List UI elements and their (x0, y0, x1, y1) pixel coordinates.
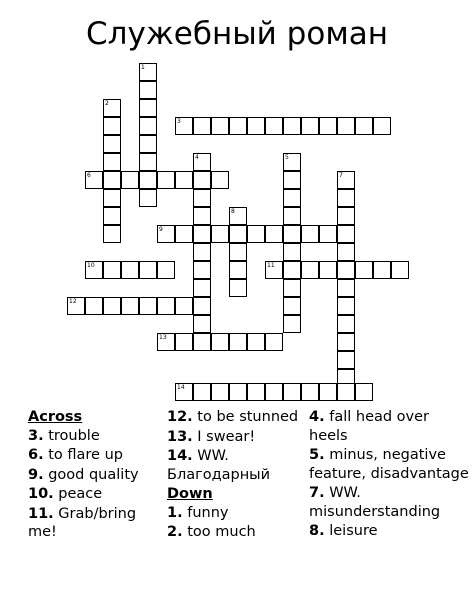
grid-cell[interactable] (139, 99, 157, 117)
clue-text: I swear! (192, 428, 256, 445)
grid-cell[interactable] (373, 117, 391, 135)
grid-cell[interactable] (337, 171, 355, 189)
grid-cell[interactable] (283, 243, 301, 261)
clue-number: 14. (167, 448, 193, 464)
grid-cell[interactable] (265, 225, 283, 243)
clue-number: 13 (159, 334, 167, 341)
grid-cell[interactable] (85, 297, 103, 315)
clue-number: 9. (28, 466, 44, 483)
grid-cell[interactable] (103, 225, 121, 243)
clue-number: 6 (87, 172, 91, 179)
grid-cell[interactable] (121, 261, 139, 279)
grid-cell[interactable] (139, 189, 157, 207)
clue-item (167, 523, 301, 542)
grid-cell[interactable] (283, 117, 301, 135)
grid-cell[interactable] (265, 333, 283, 351)
clue-number: 4. (309, 409, 325, 425)
grid-cell[interactable] (337, 225, 355, 243)
clue-text: Grab/bring me! (28, 505, 137, 540)
grid-cell[interactable] (175, 297, 193, 315)
clue-item (167, 504, 301, 523)
clue-number: 3. (28, 427, 44, 444)
grid-cell[interactable] (229, 207, 247, 225)
grid-cell[interactable] (283, 383, 301, 401)
grid-cell[interactable] (283, 171, 301, 189)
clue-text: to be stunned (192, 409, 299, 425)
clue-number: 7. (309, 485, 325, 501)
clue-item (28, 427, 156, 446)
grid-cell[interactable] (193, 153, 211, 171)
grid-cell[interactable] (139, 171, 157, 189)
grid-cell[interactable] (211, 225, 229, 243)
grid-cell[interactable] (319, 117, 337, 135)
grid-cell[interactable] (211, 171, 229, 189)
clue-text: minus, negative feature, disadvantage (309, 447, 469, 482)
grid-cell[interactable] (337, 261, 355, 279)
grid-cell[interactable] (193, 383, 211, 401)
clue-text: funny (182, 504, 229, 521)
grid-cell[interactable] (283, 279, 301, 297)
clue-heading: Down (167, 486, 213, 502)
clue-number: 12. (167, 409, 193, 425)
grid-cell[interactable] (283, 189, 301, 207)
grid-cell[interactable] (193, 207, 211, 225)
grid-cell[interactable] (193, 297, 211, 315)
grid-cell[interactable] (139, 261, 157, 279)
clue-text: too much (182, 524, 256, 540)
grid-cell[interactable] (337, 351, 355, 369)
clue-text: WW. misunderstanding (309, 485, 441, 520)
clue-number: 10. (28, 486, 54, 502)
clue-heading: Across (28, 409, 83, 425)
grid-cell[interactable] (175, 333, 193, 351)
grid-cell[interactable] (319, 225, 337, 243)
grid-cell[interactable] (247, 117, 265, 135)
clue-number: 11. (28, 505, 54, 522)
grid-cell[interactable] (301, 261, 319, 279)
grid-cell[interactable] (337, 297, 355, 315)
clue-number: 4 (195, 154, 199, 161)
grid-cell[interactable] (355, 261, 373, 279)
grid-cell[interactable] (103, 189, 121, 207)
clue-column-1 (28, 408, 156, 543)
grid-cell[interactable] (283, 153, 301, 171)
grid-cell[interactable] (337, 315, 355, 333)
clue-text: fall head over heels (309, 409, 430, 444)
grid-cell[interactable] (229, 333, 247, 351)
grid-cell[interactable] (175, 117, 193, 135)
clue-number: 10 (87, 262, 95, 269)
clue-item (167, 408, 301, 427)
grid-cell[interactable] (319, 261, 337, 279)
grid-cell[interactable] (103, 261, 121, 279)
grid-cell[interactable] (103, 117, 121, 135)
grid-cell[interactable] (193, 189, 211, 207)
grid-cell[interactable] (211, 117, 229, 135)
clue-number: 1. (167, 504, 183, 521)
grid-cell[interactable] (355, 383, 373, 401)
clue-item (309, 484, 469, 521)
clue-text: to flare up (43, 447, 123, 463)
clue-list (0, 408, 474, 608)
grid-cell[interactable] (85, 261, 103, 279)
grid-cell[interactable] (319, 383, 337, 401)
clue-number: 13. (167, 428, 193, 445)
clue-number: 11 (267, 262, 275, 269)
clue-column-2 (167, 408, 301, 543)
grid-cell[interactable] (301, 117, 319, 135)
clue-text: trouble (43, 427, 100, 444)
grid-cell[interactable] (283, 207, 301, 225)
grid-cell[interactable] (157, 171, 175, 189)
clue-item (309, 408, 469, 445)
grid-cell[interactable] (247, 383, 265, 401)
grid-cell[interactable] (337, 117, 355, 135)
clue-item (167, 447, 301, 484)
clue-text: WW. Благодарный (167, 448, 271, 483)
grid-cell[interactable] (103, 171, 121, 189)
grid-cell[interactable] (211, 333, 229, 351)
page-title: Служебный роман (86, 16, 388, 52)
grid-cell[interactable] (193, 279, 211, 297)
grid-cell[interactable] (193, 315, 211, 333)
clue-item (28, 446, 156, 465)
grid-cell[interactable] (103, 135, 121, 153)
clue-number: 8. (309, 523, 325, 539)
clue-item (28, 485, 156, 504)
clue-number: 14 (177, 384, 185, 391)
grid-cell[interactable] (139, 81, 157, 99)
clue-number: 1 (141, 64, 145, 71)
clue-text: leisure (324, 523, 378, 539)
grid-cell[interactable] (265, 383, 283, 401)
grid-cell[interactable] (229, 383, 247, 401)
clue-number: 5. (309, 447, 325, 463)
grid-cell[interactable] (247, 225, 265, 243)
grid-cell[interactable] (337, 207, 355, 225)
grid-cell[interactable] (283, 297, 301, 315)
grid-cell[interactable] (175, 383, 193, 401)
grid-cell[interactable] (193, 243, 211, 261)
clue-column-3 (309, 408, 469, 542)
clue-number: 2 (105, 100, 109, 107)
grid-cell[interactable] (229, 225, 247, 243)
grid-cell[interactable] (337, 383, 355, 401)
grid-cell[interactable] (283, 225, 301, 243)
grid-cell[interactable] (85, 171, 103, 189)
grid-cell[interactable] (139, 135, 157, 153)
grid-cell[interactable] (193, 225, 211, 243)
grid-cell[interactable] (175, 171, 193, 189)
grid-cell[interactable] (355, 117, 373, 135)
grid-cell[interactable] (229, 279, 247, 297)
grid-cell[interactable] (103, 207, 121, 225)
grid-cell[interactable] (139, 117, 157, 135)
grid-cell[interactable] (103, 153, 121, 171)
clue-number: 6. (28, 447, 44, 463)
clue-number: 12 (69, 298, 77, 305)
grid-cell[interactable] (301, 225, 319, 243)
grid-cell[interactable] (139, 63, 157, 81)
grid-cell[interactable] (103, 297, 121, 315)
clue-item (28, 505, 156, 542)
grid-cell[interactable] (265, 261, 283, 279)
grid-cell[interactable] (337, 243, 355, 261)
clue-number: 9 (159, 226, 163, 233)
clue-item (309, 446, 469, 483)
grid-cell[interactable] (139, 297, 157, 315)
grid-cell[interactable] (103, 99, 121, 117)
grid-cell[interactable] (265, 117, 283, 135)
grid-cell[interactable] (337, 279, 355, 297)
grid-cell[interactable] (157, 297, 175, 315)
grid-cell[interactable] (283, 261, 301, 279)
clue-number: 3 (177, 118, 181, 125)
grid-cell[interactable] (175, 225, 193, 243)
clue-item (309, 522, 469, 541)
grid-cell[interactable] (193, 171, 211, 189)
grid-cell[interactable] (139, 153, 157, 171)
grid-cell[interactable] (301, 383, 319, 401)
grid-cell[interactable] (337, 189, 355, 207)
grid-cell[interactable] (391, 261, 409, 279)
grid-cell[interactable] (157, 333, 175, 351)
grid-cell[interactable] (157, 261, 175, 279)
grid-cell[interactable] (229, 261, 247, 279)
clue-number: 8 (231, 208, 235, 215)
grid-cell[interactable] (337, 333, 355, 351)
clue-text: peace (53, 486, 103, 502)
grid-cell[interactable] (193, 117, 211, 135)
clue-number: 2. (167, 524, 183, 540)
grid-cell[interactable] (193, 261, 211, 279)
clue-item (28, 466, 156, 485)
clue-item (167, 428, 301, 447)
grid-cell[interactable] (229, 243, 247, 261)
grid-cell[interactable] (121, 297, 139, 315)
grid-cell[interactable] (121, 171, 139, 189)
grid-cell[interactable] (193, 333, 211, 351)
grid-cell[interactable] (211, 383, 229, 401)
clue-number: 7 (339, 172, 343, 179)
grid-cell[interactable] (373, 261, 391, 279)
grid-cell[interactable] (67, 297, 85, 315)
grid-cell[interactable] (229, 117, 247, 135)
grid-cell[interactable] (247, 333, 265, 351)
clue-number: 5 (285, 154, 289, 161)
grid-cell[interactable] (157, 225, 175, 243)
clue-text: good quality (43, 466, 139, 483)
grid-cell[interactable] (283, 315, 301, 333)
